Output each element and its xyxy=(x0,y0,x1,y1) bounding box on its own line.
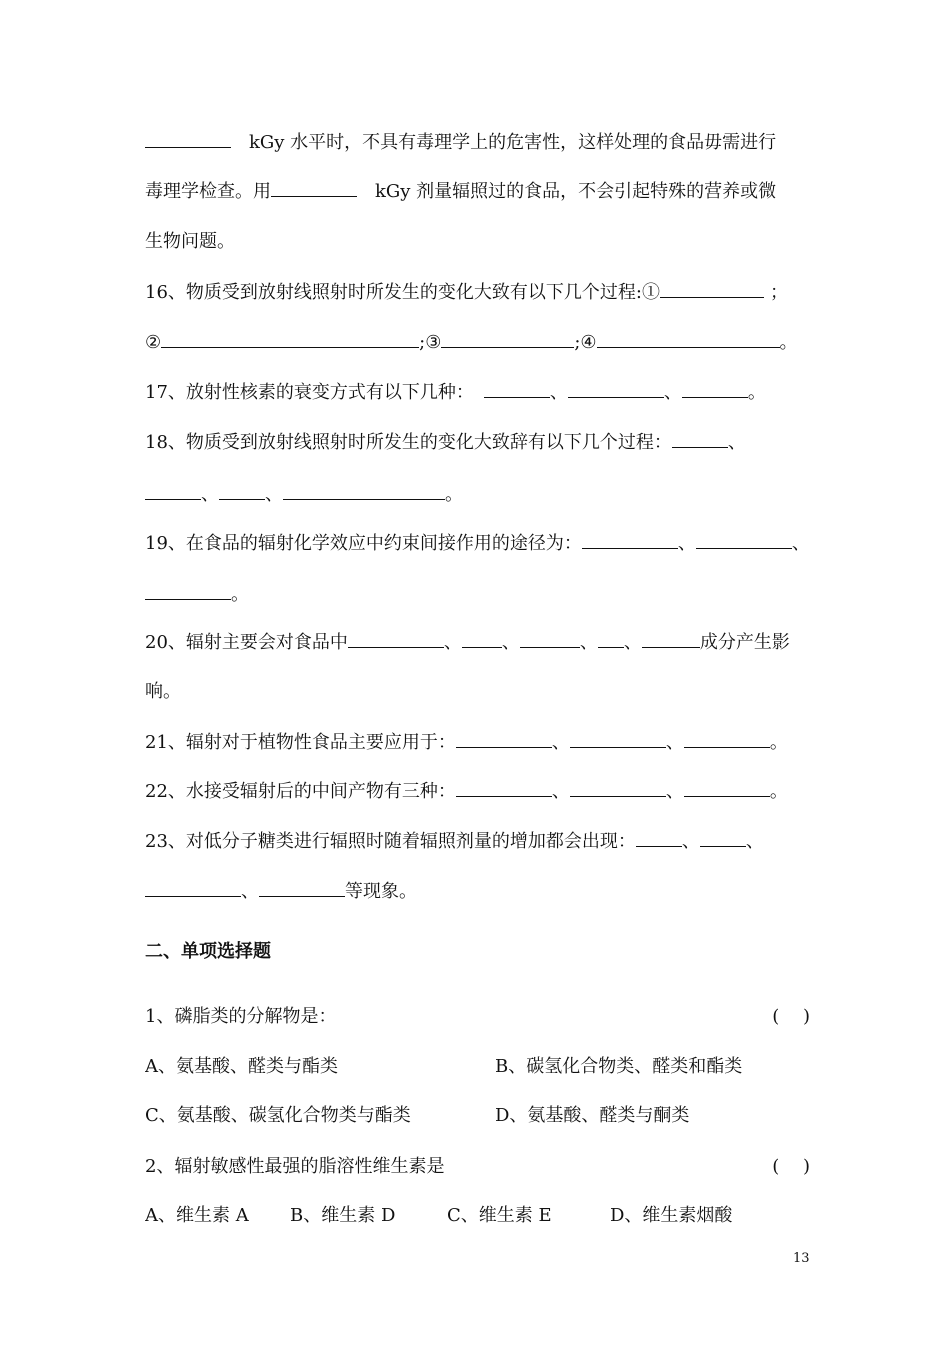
question-text: 16、物质受到放射线照射时所发生的变化大致有以下几个过程:① xyxy=(145,282,660,303)
question-19-cont xyxy=(145,580,810,610)
marker: ;③ xyxy=(419,332,442,353)
fill-blank xyxy=(570,728,666,748)
question-text: 20、辐射主要会对食品中 xyxy=(145,632,348,653)
question-22 xyxy=(145,777,810,807)
fill-blank xyxy=(219,480,265,500)
question-20 xyxy=(145,628,810,658)
punctuation: 、 xyxy=(623,632,642,653)
page-number: 13 xyxy=(793,1251,810,1266)
fill-blank xyxy=(441,328,574,348)
question-text: 17、放射性核素的衰变方式有以下几种： xyxy=(145,382,474,403)
punctuation: 、 xyxy=(265,484,283,505)
fill-blank xyxy=(145,877,241,897)
question-23-cont xyxy=(145,877,810,907)
fill-blank xyxy=(696,529,792,549)
fill-blank xyxy=(682,378,748,398)
marker: ② xyxy=(145,332,162,353)
line-text: kGy 水平时，不具有毒理学上的危害性，这样处理的食品毋需进行 xyxy=(249,132,777,153)
punctuation: 、 xyxy=(549,382,568,403)
question-18-cont xyxy=(145,480,810,510)
fill-blank xyxy=(484,378,550,398)
question-stem: 1、磷脂类的分解物是： xyxy=(145,1006,337,1027)
question-text: 21、辐射对于植物性食品主要应用于： xyxy=(145,732,456,753)
punctuation: 、 xyxy=(241,881,259,902)
punctuation: 。 xyxy=(769,732,788,753)
question-text: 18、物质受到放射线照射时所发生的变化大致辞有以下几个过程： xyxy=(145,432,672,453)
fill-blank xyxy=(456,777,552,797)
question-text: 22、水接受辐射后的中间产物有三种： xyxy=(145,781,456,802)
fill-blank xyxy=(672,428,728,448)
punctuation: 。 xyxy=(779,332,798,353)
fill-blank xyxy=(597,328,780,348)
punctuation: 、 xyxy=(663,382,682,403)
punctuation: 、 xyxy=(745,831,764,852)
option-d: D、维生素烟酸 xyxy=(610,1205,733,1226)
answer-parentheses: ( ) xyxy=(772,1156,810,1177)
mc-question-2 xyxy=(145,1152,810,1182)
text-line xyxy=(145,227,810,257)
question-21 xyxy=(145,728,810,758)
option-a: A、氨基酸、醛类与酯类 xyxy=(145,1056,338,1077)
fill-blank xyxy=(598,628,624,648)
question-text: 19、在食品的辐射化学效应中约束间接作用的途径为： xyxy=(145,533,582,554)
fill-blank xyxy=(568,378,664,398)
question-16-cont xyxy=(145,328,810,358)
question-19 xyxy=(145,529,810,559)
option-a: A、维生素 A xyxy=(145,1205,249,1226)
fill-blank xyxy=(283,480,445,500)
punctuation: 、 xyxy=(201,484,219,505)
fill-blank xyxy=(520,628,580,648)
fill-blank xyxy=(642,628,700,648)
punctuation: 。 xyxy=(769,781,788,802)
line-text: kGy 剂量辐照过的食品，不会引起特殊的营养或微 xyxy=(375,181,777,202)
option-b: B、维生素 D xyxy=(290,1205,396,1226)
option-d: D、氨基酸、醛类与酮类 xyxy=(495,1105,690,1126)
fill-blank xyxy=(271,177,357,197)
line-text: 成分产生影 xyxy=(699,632,790,653)
fill-blank xyxy=(570,777,666,797)
question-20-cont xyxy=(145,677,810,707)
option-c: C、维生素 E xyxy=(447,1205,552,1226)
punctuation: 、 xyxy=(443,632,462,653)
fill-blank xyxy=(660,278,764,298)
punctuation: 、 xyxy=(501,632,520,653)
mc-options-row xyxy=(145,1101,810,1131)
fill-blank xyxy=(700,827,746,847)
fill-blank xyxy=(636,827,682,847)
fill-blank xyxy=(145,480,201,500)
line-text: 生物问题。 xyxy=(145,231,235,252)
punctuation: 、 xyxy=(579,632,598,653)
punctuation: 、 xyxy=(665,781,684,802)
fill-blank xyxy=(259,877,345,897)
fill-blank xyxy=(161,328,419,348)
fill-blank xyxy=(462,628,502,648)
punctuation: 、 xyxy=(727,432,746,453)
line-text: 毒理学检查。用 xyxy=(145,181,271,202)
question-text: 23、对低分子糖类进行辐照时随着辐照剂量的增加都会出现： xyxy=(145,831,636,852)
mc-options-row xyxy=(145,1201,810,1231)
fill-blank xyxy=(145,128,231,148)
punctuation: 。 xyxy=(231,584,249,605)
fill-blank xyxy=(348,628,444,648)
punctuation: 、 xyxy=(681,831,700,852)
punctuation: 、 xyxy=(791,533,810,554)
punctuation: 、 xyxy=(551,781,570,802)
punctuation: 、 xyxy=(665,732,684,753)
option-c: C、氨基酸、碳氢化合物类与酯类 xyxy=(145,1105,411,1126)
question-23 xyxy=(145,827,810,857)
question-stem: 2、辐射敏感性最强的脂溶性维生素是 xyxy=(145,1156,445,1177)
text-line xyxy=(145,128,810,158)
mc-question-1 xyxy=(145,1002,810,1032)
marker: ;④ xyxy=(574,332,597,353)
fill-blank xyxy=(684,777,770,797)
mc-options-row xyxy=(145,1052,810,1082)
section-heading: 二、单项选择题 xyxy=(145,941,271,962)
punctuation: 。 xyxy=(747,382,766,403)
question-17 xyxy=(145,378,810,408)
answer-parentheses: ( ) xyxy=(772,1006,810,1027)
punctuation: 。 xyxy=(445,484,463,505)
question-16 xyxy=(145,278,810,308)
fill-blank xyxy=(145,580,231,600)
punctuation: 、 xyxy=(677,533,696,554)
fill-blank xyxy=(684,728,770,748)
line-text: 等现象。 xyxy=(345,881,417,902)
fill-blank xyxy=(456,728,552,748)
option-b: B、碳氢化合物类、醛类和酯类 xyxy=(495,1056,743,1077)
question-18 xyxy=(145,428,810,458)
punctuation: ； xyxy=(769,282,788,303)
text-line xyxy=(145,177,810,207)
fill-blank xyxy=(582,529,678,549)
punctuation: 、 xyxy=(551,732,570,753)
line-text: 响。 xyxy=(145,681,181,702)
